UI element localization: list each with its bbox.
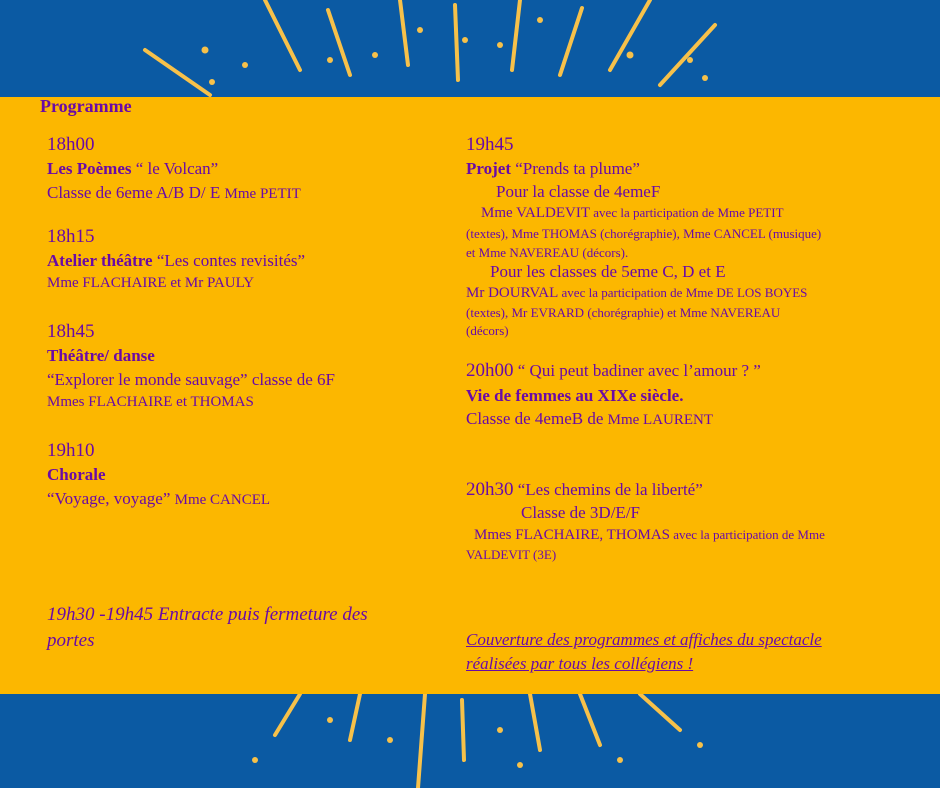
time-18h00: 18h00 [47,134,95,155]
act-projet-class-4emeF: Pour la classe de 4emeF [496,182,661,201]
act-les-poemes-class: Classe de 6eme A/B D/ E Mme PETIT [47,183,301,202]
act-atelier-theatre-teachers: Mme FLACHAIRE et Mr PAULY [47,275,255,291]
time-18h45: 18h45 [47,321,95,342]
time-18h15: 18h15 [47,226,95,247]
act-projet-teacher1: Mme VALDEVIT avec la participation de Mme PETIT [481,205,784,221]
act-vie-de-femmes-class: Classe de 4emeB de Mme LAURENT [466,409,714,428]
act-chorale-desc: “Voyage, voyage” Mme CANCEL [47,489,271,508]
act-projet-teacher2: Mr DOURVAL avec la participation de Mme DE LOS BOYES [466,285,808,301]
entracte-line1: 19h30 -19h45 Entracte puis fermeture des [47,604,368,625]
time-19h10: 19h10 [47,440,95,461]
page-title: Programme [40,96,132,116]
act-projet-participants2b: (décors) [466,323,509,338]
act-projet-class-5eme: Pour les classes de 5eme C, D et E [490,262,726,281]
credit-line2: réalisées par tous les collégiens ! [466,654,694,673]
act-vie-de-femmes: Vie de femmes au XIXe siècle. [466,386,684,405]
act-chorale: Chorale [47,465,106,484]
act-chemins-participant: VALDEVIT (3E) [466,547,557,562]
time-20h00: 20h00 “ Qui peut badiner avec l’amour ? ” [466,360,761,381]
act-theatre-danse: Théâtre/ danse [47,346,155,365]
act-theatre-danse-desc: “Explorer le monde sauvage” classe de 6F [47,370,335,389]
time-19h45: 19h45 [466,134,514,155]
act-projet-participants1: (textes), Mme THOMAS (chorégraphie), Mme CANCEL (musique) [466,226,822,241]
act-theatre-danse-teachers: Mmes FLACHAIRE et THOMAS [47,394,254,410]
act-projet-participants2: (textes), Mr EVRARD (chorégraphie) et Mme NAVEREAU [466,305,781,320]
act-projet: Projet “Prends ta plume” [466,159,640,178]
credit-line1: Couverture des programmes et affiches du spectacle [466,630,822,649]
act-chemins-teachers: Mmes FLACHAIRE, THOMAS avec la participation de Mme [474,527,825,543]
time-20h30: 20h30 “Les chemins de la liberté” [466,479,703,500]
act-chemins-class: Classe de 3D/E/F [521,503,640,522]
act-atelier-theatre: Atelier théâtre “Les contes revisités” [47,251,306,270]
act-les-poemes: Les Poèmes “ le Volcan” [47,159,219,178]
act-projet-participants1b: et Mme NAVEREAU (décors). [466,245,629,260]
entracte-line2: portes [47,630,95,651]
